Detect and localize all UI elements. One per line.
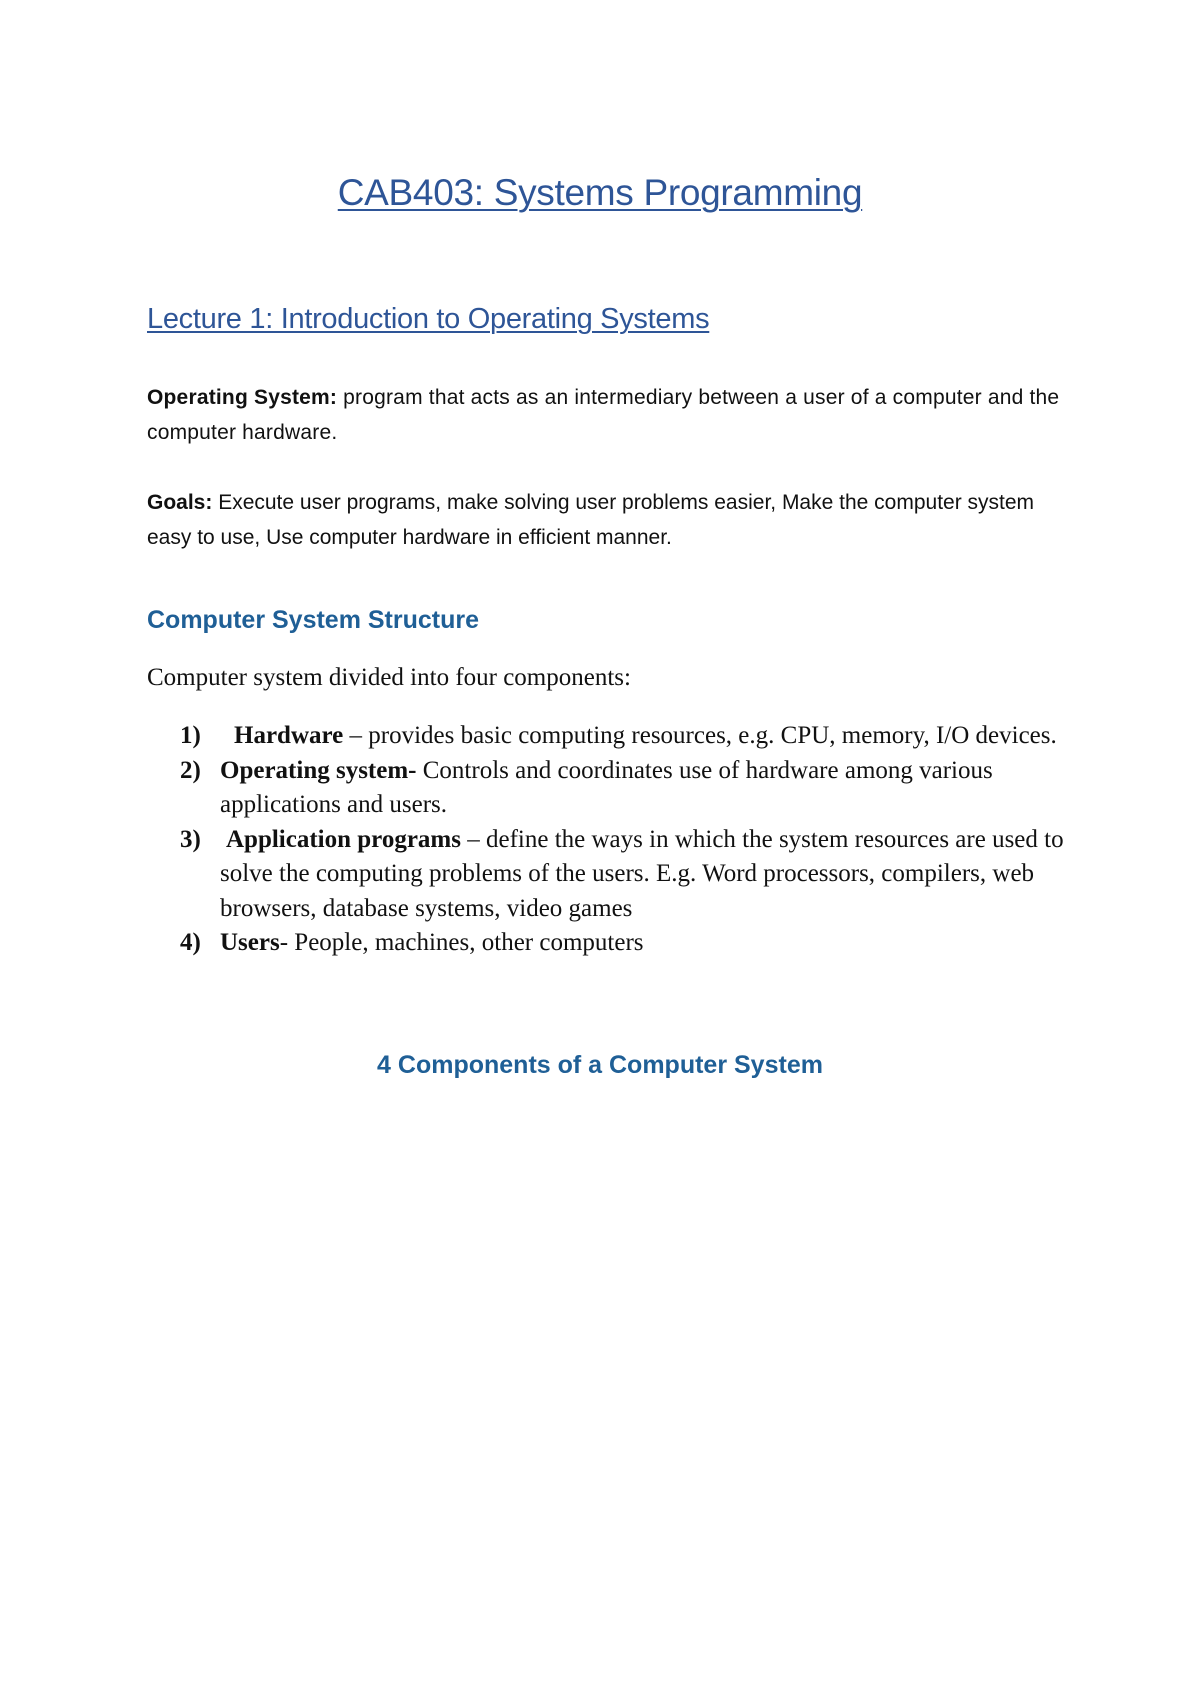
goals-term: Goals: — [147, 491, 213, 514]
structure-heading: Computer System Structure — [147, 606, 480, 634]
list-item-term: Hardware — [234, 722, 344, 749]
list-item-number: 3) — [180, 825, 201, 853]
document-title: CAB403: Systems Programming — [337, 172, 863, 213]
list-item — [180, 719, 1080, 754]
list-item — [180, 823, 1080, 927]
components-heading: 4 Components of a Computer System — [377, 1051, 823, 1079]
goals-paragraph — [147, 485, 1067, 555]
os-definition-text: program that acts as an intermediary between a user of a computer and the computer hardware. — [147, 386, 1060, 444]
list-item-term: Application programs — [226, 825, 461, 853]
structure-intro: Computer system divided into four components: — [147, 664, 631, 691]
components-list — [180, 719, 1080, 961]
os-definition-term: Operating System: — [147, 386, 338, 409]
list-item-term: Operating system- — [220, 756, 417, 784]
list-item-text: - People, machines, other computers — [279, 929, 644, 956]
list-item — [180, 926, 1080, 961]
list-item-number: 4) — [180, 929, 201, 956]
list-item-term: Users — [220, 929, 280, 956]
list-item-text: – define the ways in which the system resources are used to solve the computing problems of the users. E.g. Word processors, compilers, web browsers, database systems, video games — [220, 825, 1064, 922]
list-item — [180, 754, 1080, 823]
list-item-text: Controls and coordinates use of hardware among various applications and users. — [220, 756, 993, 818]
lecture-subtitle: Lecture 1: Introduction to Operating Systems — [147, 303, 710, 335]
list-item-text: – provides basic computing resources, e.g. CPU, memory, I/O devices. — [343, 722, 1057, 749]
list-item-number: 2) — [180, 756, 201, 784]
list-item-number: 1) — [180, 722, 201, 749]
goals-text: Execute user programs, make solving user problems easier, Make the computer system easy to use, Use computer hardware in efficient manner. — [147, 491, 1035, 549]
os-definition-paragraph — [147, 380, 1067, 450]
